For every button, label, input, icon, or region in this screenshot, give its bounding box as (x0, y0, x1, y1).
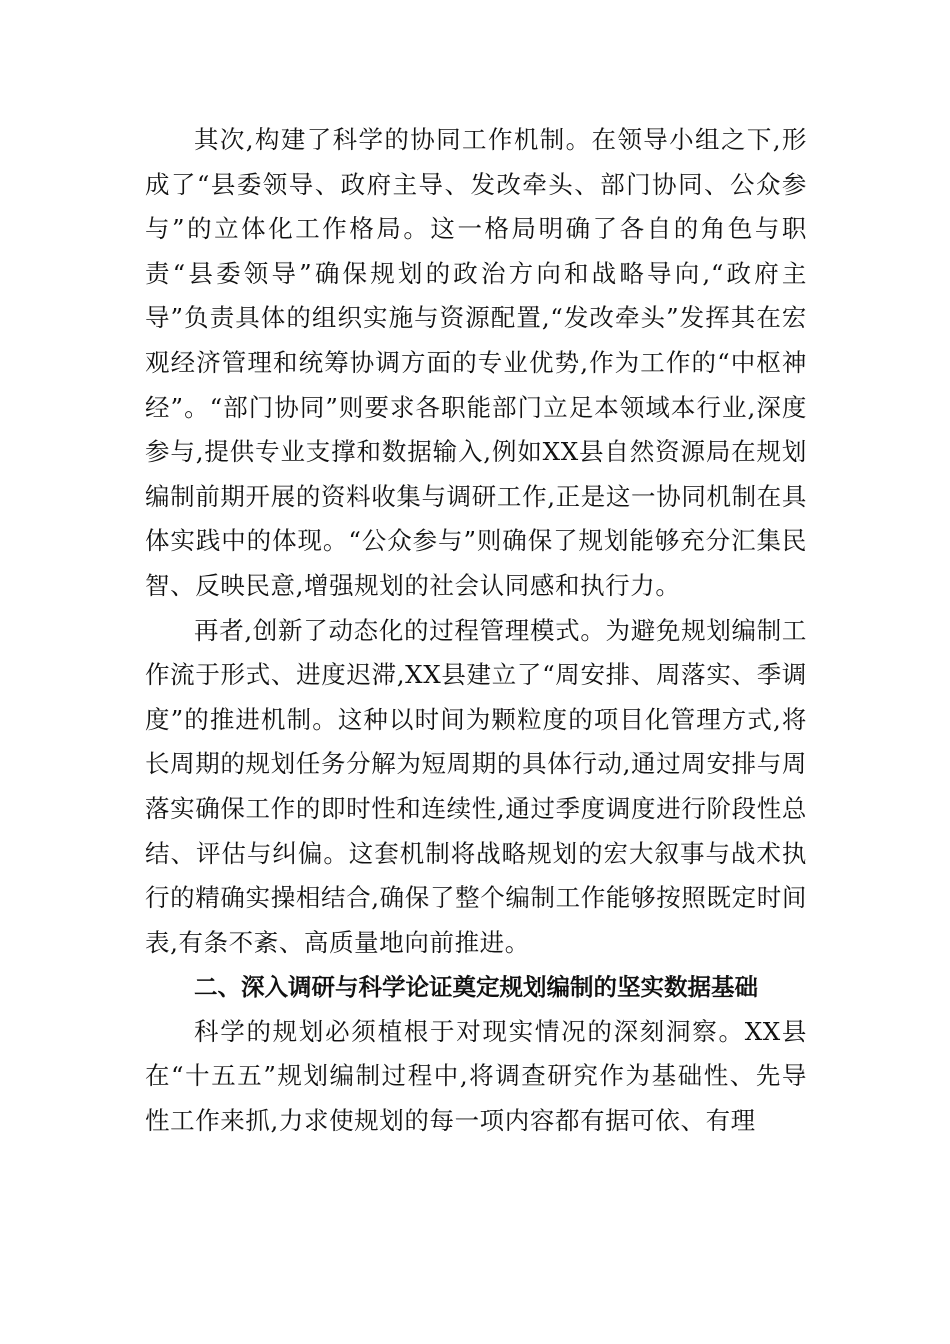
section-heading: 二、深入调研与科学论证奠定规划编制的坚实数据基础 (194, 973, 758, 1002)
paragraph-process-management: 再者,创新了动态化的过程管理模式。为避免规划编制工作流于形式、进度迟滞,XX县建立了“周安排、周落实、季调度”的推进机制。这种以时间为颗粒度的项目化管理方式,将长周期的规划任务分解为短周期的具体行动,通过周安排与周落实确保工作的即时性和连续性,通过季度调度进行阶段性总结、评估与纠偏。这套机制将战略规划的宏大叙事与战术执行的精确实操相结合,确保了整个编制工作能够按照既定时间表,有条不紊、高质量地向前推进。 (145, 615, 807, 957)
paragraph-research-foundation: 科学的规划必须植根于对现实情况的深刻洞察。XX县在“十五五”规划编制过程中,将调查研究作为基础性、先导性工作来抓,力求使规划的每一项内容都有据可依、有理 (145, 1016, 807, 1136)
document-body (145, 118, 807, 1144)
paragraph-collaboration-mechanism: 其次,构建了科学的协同工作机制。在领导小组之下,形成了“县委领导、政府主导、发改牵头、部门协同、公众参与”的立体化工作格局。这一格局明确了各自的角色与职责“县委领导”确保规划的政治方向和战略导向,“政府主导”负责具体的组织实施与资源配置,“发改牵头”发挥其在宏观经济管理和统筹协调方面的专业优势,作为工作的“中枢神经”。“部门协同”则要求各职能部门立足本领域本行业,深度参与,提供专业支撑和数据输入,例如XX县自然资源局在规划编制前期开展的资料收集与调研工作,正是这一协同机制在具体实践中的体现。“公众参与”则确保了规划能够充分汇集民智、反映民意,增强规划的社会认同感和执行力。 (145, 125, 807, 600)
